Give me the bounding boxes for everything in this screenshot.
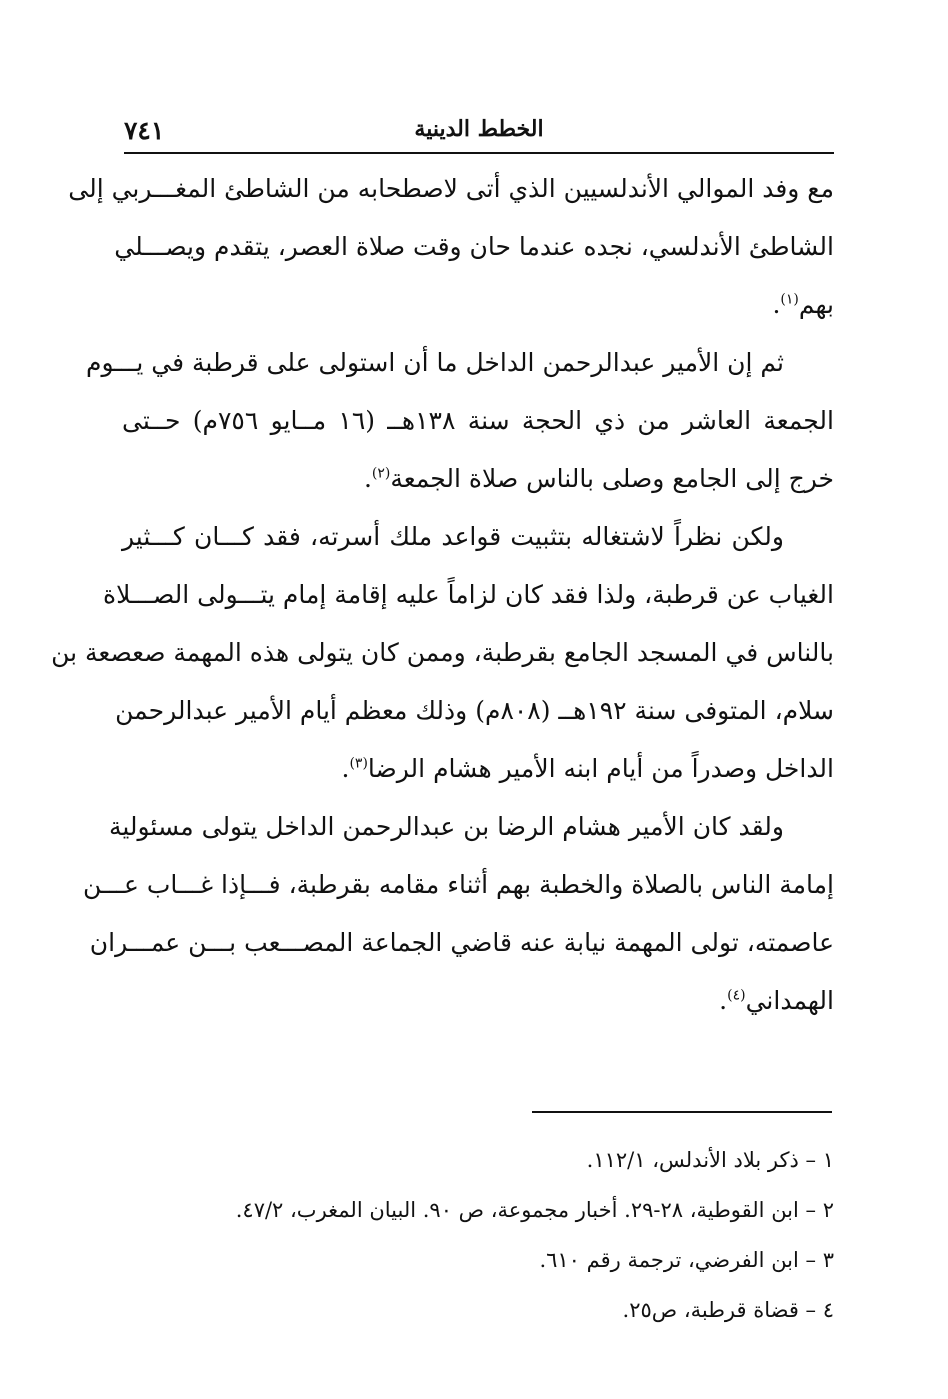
text-line: عاصمته، تولى المهمة نيابة عنه قاضي الجماعة المصـــعب بـــن عمـــران (89, 928, 834, 957)
footnote-4: ٤ – قضاة قرطبة، ص٢٥. (622, 1298, 834, 1322)
footnotes (122, 1135, 834, 1335)
paragraph-2 (86, 334, 834, 508)
footnote-1: ١ – ذكر بلاد الأندلس، ١١٢/١. (586, 1148, 834, 1172)
text-line: إمامة الناس بالصلاة والخطبة بهم أثناء مقامه بقرطبة، فـــإذا غـــاب عـــن (82, 870, 834, 899)
text-line (122, 740, 834, 798)
footnote-ref-1: (١) (780, 291, 799, 308)
page-header (124, 108, 834, 154)
main-text (51, 160, 834, 1030)
footnote-3: ٣ – ابن الفرضي، ترجمة رقم ٦١٠. (539, 1248, 834, 1272)
paragraph-1 (68, 160, 834, 334)
text-fragment: خرج إلى الجامع وصلى بالناس صلاة الجمعة (390, 464, 834, 493)
page-number: ٧٤١ (124, 116, 165, 145)
text-fragment: الداخل وصدراً من أيام ابنه الأمير هشام الرضا (367, 754, 834, 783)
text-line: ثم إن الأمير عبدالرحمن الداخل ما أن استولى على قرطبة في يـــوم (86, 348, 784, 377)
punctuation: . (341, 754, 350, 783)
text-line: الغياب عن قرطبة، ولذا فقد كان لزاماً عليه إقامة إمام يتـــولى الصـــلاة (102, 580, 834, 609)
footnote-ref-2: (٢) (371, 465, 391, 482)
text-fragment: الهمداني (745, 986, 834, 1015)
text-line: ولكن نظراً لاشتغاله بتثبيت قواعد ملك أسرته، فقد كـــان كـــثير (122, 522, 784, 551)
footnote-2: ٢ – ابن القوطية، ٢٨-٢٩. أخبار مجموعة، ص ٩٠. البيان المغرب، ٤٧/٢. (235, 1198, 834, 1222)
punctuation: . (772, 290, 781, 319)
text-line: سلام، المتوفى سنة ١٩٢هــ (٨٠٨م) وذلك معظم أيام الأمير عبدالرحمن (115, 696, 834, 725)
text-line: الجمعة العاشر من ذي الحجة سنة ١٣٨هــ (١٦ مــايو ٧٥٦م) حــتى (122, 406, 834, 435)
paragraph-4 (82, 798, 834, 1030)
footnote-ref-4: (٤) (727, 987, 746, 1004)
running-title: الخطط الدينية (414, 116, 544, 142)
text-line: ولقد كان الأمير هشام الرضا بن عبدالرحمن الداخل يتولى مسئولية (108, 812, 784, 841)
footnote-separator (532, 1111, 832, 1113)
punctuation: . (719, 986, 728, 1015)
footnote-ref-3: (٣) (349, 755, 368, 772)
text-line (122, 276, 834, 334)
text-line (122, 972, 834, 1030)
paragraph-3 (51, 508, 834, 798)
text-fragment: بهم (798, 290, 834, 319)
punctuation: . (363, 464, 372, 493)
text-line: بالناس في المسجد الجامع بقرطبة، وممن كان يتولى هذه المهمة صعصعة بن (51, 638, 834, 667)
text-line (122, 450, 834, 508)
text-line: مع وفد الموالي الأندلسيين الذي أتى لاصطحابه من الشاطئ المغـــربي إلى (68, 174, 834, 203)
text-line: الشاطئ الأندلسي، نجده عندما حان وقت صلاة العصر، يتقدم ويصـــلي (114, 232, 834, 261)
